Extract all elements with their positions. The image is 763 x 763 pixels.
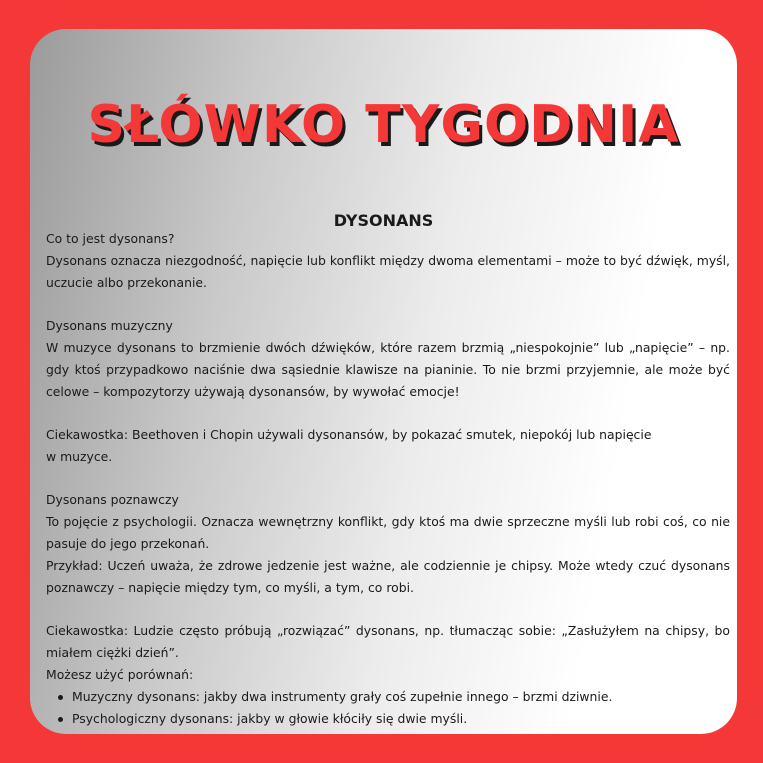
spacer [46, 403, 730, 424]
article-body [46, 228, 730, 730]
bullet-icon [58, 695, 63, 700]
fact-1-line-1: Ciekawostka: Beethoven i Chopin używali dysonansów, by pokazać smutek, niepokój lub napięcie [46, 427, 652, 442]
list-item [46, 686, 730, 708]
spacer [46, 294, 730, 315]
cognitive-text: To pojęcie z psychologii. Oznacza wewnętrzny konflikt, gdy ktoś ma dwie sprzeczne myśli lub robi coś, co nie pasuje do jego przekonań. [46, 514, 730, 551]
list-item [46, 708, 730, 730]
fact-2-text: Ciekawostka: Ludzie często próbują „rozwiązać” dysonans, np. tłumacząc sobie: „Zasłużyłem na chipsy, bo miałem ciężki dzień”. [46, 623, 730, 660]
list-item-text: Muzyczny dysonans: jakby dwa instrumenty grały coś zupełnie innego – brzmi dziwnie. [72, 689, 613, 704]
spacer [46, 468, 730, 489]
bullet-icon [58, 717, 63, 722]
page-title: SŁÓWKO TYGODNIA [87, 95, 680, 155]
spacer [46, 599, 730, 620]
word-heading: DYSONANS [333, 211, 434, 230]
music-text: W muzyce dysonans to brzmienie dwóch dźwięków, które razem brzmią „niespokojnie” lub „napięcie” – np. gdy ktoś przypadkowo naciśnie dwa sąsiednie klawisze na pianinie. To nie brzmi przyjemnie, ale może być celowe – kompozytorzy używają dysonansów, by wywołać emocje! [46, 340, 730, 399]
what-heading: Co to jest dysonans? [46, 231, 175, 246]
comparisons-list [46, 686, 730, 730]
comparisons-intro: Możesz użyć porównań: [46, 667, 194, 682]
fact-1-line-2: w muzyce. [46, 449, 113, 464]
cognitive-example: Przykład: Uczeń uważa, że zdrowe jedzenie jest ważne, ale codziennie je chipsy. Może wtedy czuć dysonans poznawczy – napięcie między tym, co myśli, a tym, co robi. [46, 558, 730, 595]
music-heading: Dysonans muzyczny [46, 318, 173, 333]
what-text: Dysonans oznacza niezgodność, napięcie lub konflikt między dwoma elementami – może to być dźwięk, myśl, uczucie albo przekonanie. [46, 253, 730, 290]
list-item-text: Psychologiczny dysonans: jakby w głowie kłóciły się dwie myśli. [72, 711, 468, 726]
cognitive-heading: Dysonans poznawczy [46, 492, 179, 507]
